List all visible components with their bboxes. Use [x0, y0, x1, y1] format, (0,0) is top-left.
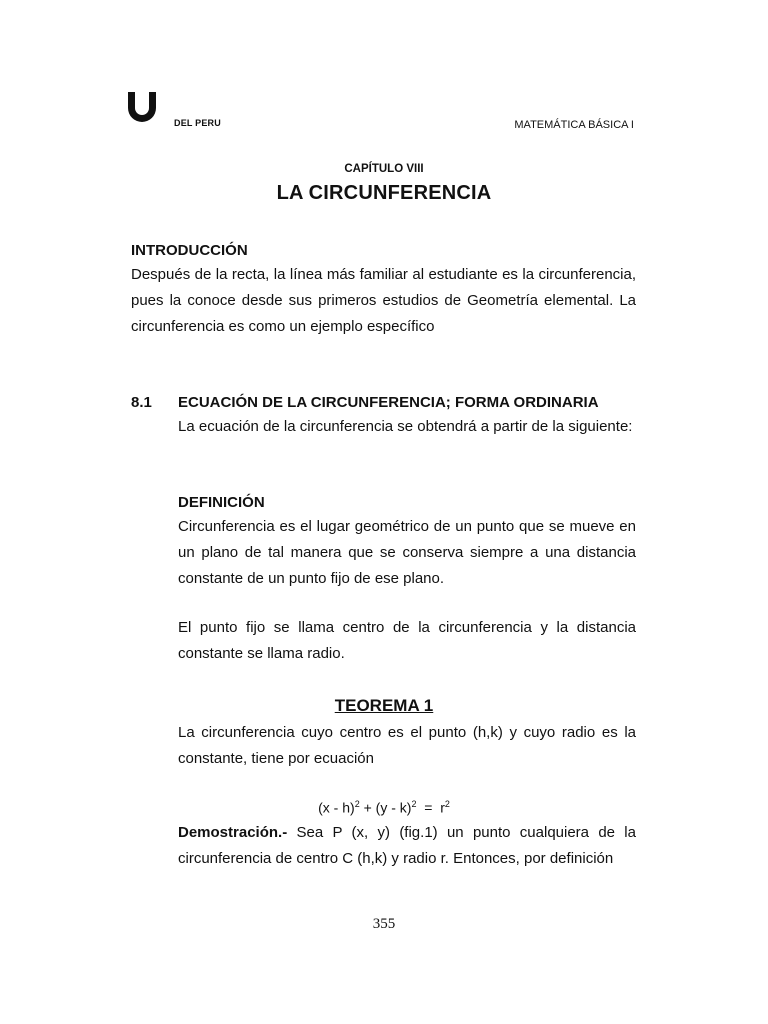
proof-label: Demostración.- [178, 824, 288, 841]
section-number: 8.1 [131, 394, 152, 411]
logo-u-shape [128, 92, 156, 122]
proof-text: Sea P (x, y) (fig.1) un punto cualquiera de la circunferencia de centro C (h,k) y radio r. Entonces, por definición [178, 824, 636, 867]
section-lead-block [178, 414, 636, 440]
university-logo [128, 100, 156, 130]
formula-exp-2: 2 [411, 799, 417, 809]
intro-heading: INTRODUCCIÓN [131, 242, 248, 259]
formula-exp-1: 2 [354, 799, 360, 809]
definition-note: El punto fijo se llama centro de la circunferencia y la distancia constante se llama radio. [178, 619, 636, 662]
theorem-statement-block [178, 720, 636, 772]
circle-equation [0, 799, 768, 816]
chapter-label: CAPÍTULO VIII [344, 163, 424, 175]
page-number: 355 [372, 916, 396, 932]
chapter-title: LA CIRCUNFERENCIA [276, 182, 492, 204]
theorem-statement: La circunferencia cuyo centro es el punto (h,k) y cuyo radio es la constante, tiene por ecuación [178, 724, 636, 767]
formula-part-3: = r [416, 799, 445, 816]
definition-heading: DEFINICIÓN [178, 494, 265, 511]
intro-paragraph: Después de la recta, la línea más familiar al estudiante es la circunferencia, pues la conoce desde sus primeros estudios de Geometría elemental. La circunferencia es como un ejemplo específico [131, 266, 636, 335]
formula-part-2: + (y - k) [359, 799, 412, 816]
definition-block [178, 514, 636, 592]
header-course: MATEMÁTICA BÁSICA I [514, 119, 634, 131]
proof-paragraph [178, 820, 636, 872]
section-lead: La ecuación de la circunferencia se obtendrá a partir de la siguiente: [178, 418, 633, 435]
formula-part-1: (x - h) [318, 799, 355, 816]
header-institution: DEL PERU [174, 118, 221, 128]
proof-block [178, 820, 636, 872]
definition-note-block [178, 615, 636, 667]
theorem-title: TEOREMA 1 [334, 696, 434, 715]
section-title: ECUACIÓN DE LA CIRCUNFERENCIA; FORMA ORDINARIA [178, 394, 599, 411]
intro-paragraph-clipped [131, 262, 636, 335]
formula-exp-3: 2 [444, 799, 450, 809]
definition-text: Circunferencia es el lugar geométrico de un punto que se mueve en un plano de tal manera que se conserva siempre a una distancia constante de un punto fijo de ese plano. [178, 518, 636, 587]
